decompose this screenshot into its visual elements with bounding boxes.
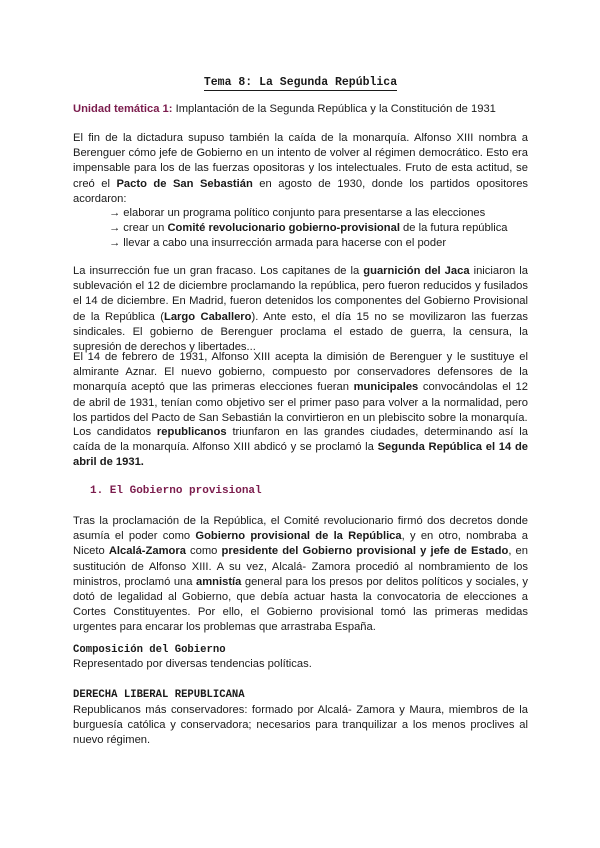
proclamation-text-1: Tras la proclamación de la República, el Comité revolucionario firmó dos decretos donde asumía el poder como (73, 515, 528, 543)
insurrection-bold-2: Largo Caballero (163, 310, 252, 323)
title-wrap (73, 72, 528, 91)
unit-label: Unidad temática 1: (73, 103, 173, 115)
proclamation-bold-1: Gobierno provisional de la República (195, 530, 402, 543)
candidates-bold-2: Segunda República el 14 de abril de 1931. (73, 441, 528, 469)
proclamation-text-4: , en sustitución de Alfonso XIII. A su vez, Alcalá- Zamora procedió al nombramiento de los ministros, proclamó una (73, 545, 528, 588)
agreement-item: → llevar a cabo una insurrección armada para hacerse con el poder (109, 237, 447, 250)
proclamation-paragraph (73, 514, 528, 636)
intro-text-1: El fin de la dictadura supuso también la caída de la monarquía. Alfonso XIII nombra a Berenguer cómo jefe de Gobierno en un intento de volver al régimen democrático. Esto era impensable para los de las fuerzas opositoras y los intelectuales. Fruto de esta actitud, se creó el (73, 132, 528, 190)
insurrection-text-2: iniciaron la sublevación el 12 de diciembre proclamando la república, pero fueron reducidos y fusilados el 14 de diciembre. En Madrid, fueron detenidos los componentes del Gobierno Provisional de la República ( (73, 265, 529, 323)
agreement-bold: Comité revolucionario gobierno-provisional (167, 222, 400, 235)
candidates-text-2: triunfaron en las grandes ciudades, determinando así la caída de la monarquía. Alfonso XIII abdicó y se proclamó la (73, 426, 528, 454)
intro-text-2: en agosto de 1930, donde los partidos opositores acordaron: (73, 177, 529, 205)
proclamation-text-5: general para los presos por delitos políticos y sociales, y dotó de legalidad al Gobierno, que debía actuar hasta la convocatoria de elecciones a Cortes Constituyentes. Por ello, el Gobierno provisional tomó las primeras medidas urgentes para encarar los problemas que arrastraba España. (73, 575, 528, 634)
intro-paragraph (73, 131, 528, 207)
right-text: Republicanos más conservadores: formado por Alcalá- Zamora y Maura, miembros de la burguesía católica y conservadora; necesarios para tranquilizar a los menos proclives al nuevo régimen. (73, 704, 528, 747)
unit-line (73, 102, 528, 117)
proclamation-bold-2: Alcalá-Zamora (108, 545, 186, 558)
insurrection-paragraph (73, 264, 528, 355)
insurrection-text-1: La insurrección fue un gran fracaso. Los capitanes de la (73, 265, 364, 277)
intro-bold-1: Pacto de San Sebastián (116, 177, 253, 190)
proclamation-text-3: como (185, 545, 222, 558)
february-text-2: convocándolas el 12 de abril de 1931, tenían como objetivo ser el primer paso para volver a la normalidad, pero los partidos del Pacto de San Sebastián la convirtieron en un plebiscito sobre la monarquía. (73, 381, 528, 424)
proclamation-text-2: , y en otro, nombraba a Niceto (73, 530, 528, 558)
insurrection-bold-1: guarnición del Jaca (363, 265, 470, 277)
candidates-paragraph (73, 425, 528, 471)
agreement-text: → crear un (109, 222, 168, 235)
insurrection-text-3: ). Ante esto, el día 15 no se movilizaron las fuerzas sindicales. El gobierno de Berenguer proclama el estado de guerra, la censura, la supresión de derechos y libertades... (73, 310, 528, 354)
candidates-text-1: Los candidatos (73, 426, 157, 438)
agreement-item (109, 221, 529, 236)
composition-heading: Composición del Gobierno (73, 644, 226, 656)
unit-text: Implantación de la Segunda República y la Constitución de 1931 (172, 103, 496, 115)
composition-text: Representado por diversas tendencias políticas. (73, 658, 312, 670)
right-heading: DERECHA LIBERAL REPUBLICANA (73, 689, 245, 701)
proclamation-bold-3: presidente del Gobierno provisional y jefe de Estado (221, 545, 509, 558)
proclamation-bold-4: amnistía (195, 575, 242, 588)
february-bold-1: municipales (353, 381, 419, 394)
agreement-item: → elaborar un programa político conjunto para presentarse a las elecciones (109, 207, 486, 219)
agreement-list (109, 206, 529, 252)
candidates-bold-1: republicanos (156, 426, 227, 438)
agreement-text: de la futura república (399, 222, 508, 235)
document-title: Tema 8: La Segunda República (203, 76, 398, 89)
february-text-1: El 14 de febrero de 1931, Alfonso XIII acepta la dimisión de Berenguer y le sustituye el almirante Aznar. El nuevo gobierno, compuesto por conservadores defensores de la monarquía aceptó que las primeras elecciones fueran (73, 351, 528, 394)
section-heading: 1. El Gobierno provisional (90, 485, 262, 497)
february-paragraph (73, 350, 528, 426)
